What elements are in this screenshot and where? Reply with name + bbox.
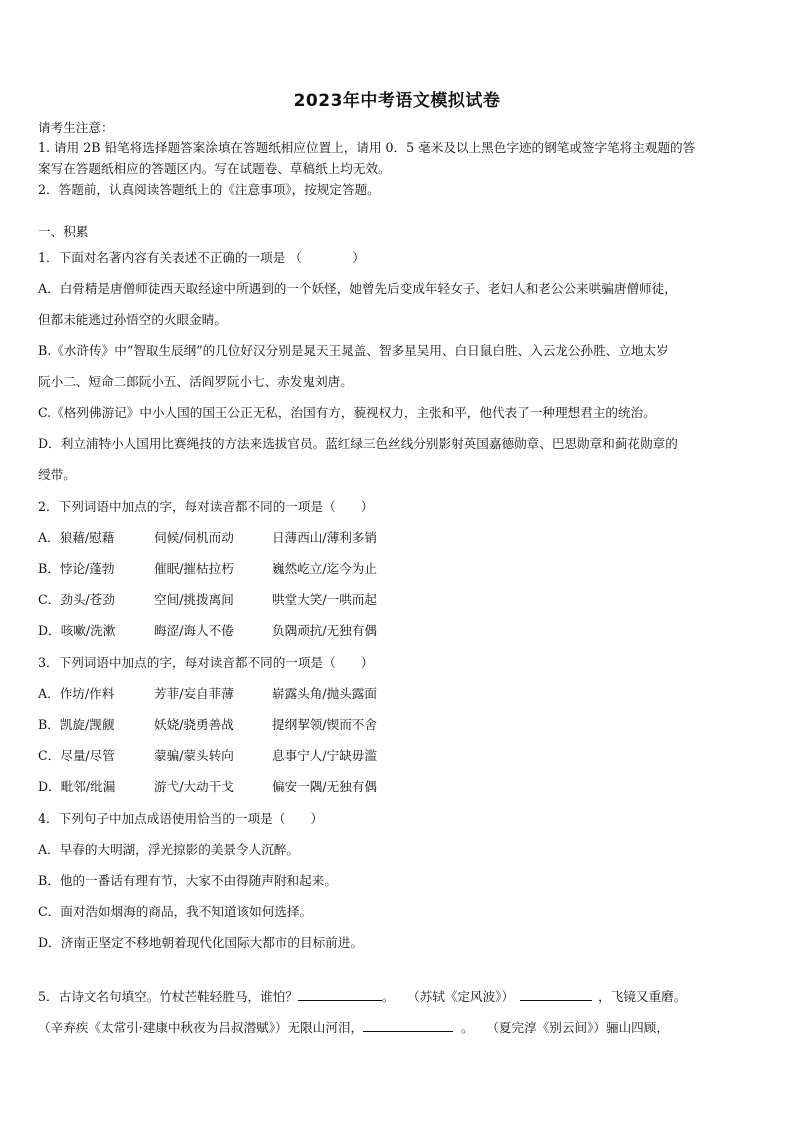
question-2-stem: 2．下列词语中加点的字，每对读音都不同的一项是（ ） <box>38 499 374 514</box>
question-2-option <box>38 530 377 546</box>
option-word-2: 晦涩/诲人不倦 <box>154 623 234 638</box>
question-1-option-c: C.《格列佛游记》中小人国的国王公正无私，治国有方，藐视权力，主张和平，他代表了一种理想君主的统治。 <box>38 405 656 420</box>
question-5-line-2 <box>38 1019 758 1036</box>
question-3-stem: 3．下列词语中加点的字，每对读音都不同的一项是（ ） <box>38 655 374 670</box>
option-word-2: 催眠/摧枯拉朽 <box>154 561 234 576</box>
question-5-text-1: 5．古诗文名句填空。竹杖芒鞋轻胜马，谁怕？ <box>38 989 298 1004</box>
option-word-3: 偏安一隅/无独有偶 <box>272 779 377 794</box>
section-heading: 一、积累 <box>38 224 89 239</box>
question-1-option-b-line-2: 阮小二、短命二郎阮小五、活阎罗阮小七、赤发鬼刘唐。 <box>38 374 353 389</box>
option-word-2: 蒙骗/蒙头转向 <box>154 748 234 763</box>
option-word-3: 负隅顽抗/无独有偶 <box>272 623 377 638</box>
option-word-1: B．悖论/蓬勃 <box>38 561 115 576</box>
question-1-option-a-line-2: 但都未能逃过孙悟空的火眼金睛。 <box>38 312 227 327</box>
question-4-option-d: D．济南正坚定不移地朝着现代化国际大都市的目标前进。 <box>38 935 363 950</box>
option-word-1: D．咳嗽/洗漱 <box>38 623 116 638</box>
question-2-option <box>38 623 377 639</box>
question-5-text-4: （辛弃疾《太常引·建康中秋夜为吕叔潜赋》）无限山河泪， <box>38 1020 364 1035</box>
question-3-option <box>38 748 377 764</box>
question-1-option-d-line-2: 绶带。 <box>38 467 76 482</box>
option-word-3: 日薄西山/薄利多销 <box>272 530 377 545</box>
option-word-2: 空间/挑拨离间 <box>154 592 234 607</box>
question-4-stem: 4．下列句子中加点成语使用恰当的一项是（ ） <box>38 811 324 826</box>
option-word-1: C．尽量/尽管 <box>38 748 115 763</box>
option-word-1: B．凯旋/觊觎 <box>38 717 115 732</box>
option-word-3: 提纲挈领/锲而不舍 <box>272 717 377 732</box>
question-4-option-a: A．早春的大明湖，浮光掠影的美景令人沉醉。 <box>38 842 299 857</box>
question-5-text-3: ，飞镜又重磨。 <box>598 989 687 1004</box>
question-4-option-b: B．他的一番话有理有节，大家不由得随声附和起来。 <box>38 873 337 888</box>
question-2-option <box>38 561 377 577</box>
option-word-1: A．狼藉/慰藉 <box>38 530 115 545</box>
option-word-2: 游弋/大动干戈 <box>154 779 234 794</box>
question-3-option <box>38 686 377 702</box>
notice-item-2: 2．答题前，认真阅读答题纸上的《注意事项》，按规定答题。 <box>38 182 380 197</box>
question-1-option-d-line-1: D．利立浦特小人国用比赛绳技的方法来选拔官员。蓝红绿三色丝线分别影射英国嘉德勋章、巴思勋章和蓟花勋章的 <box>38 436 678 451</box>
answer-blank-1[interactable] <box>298 988 382 1001</box>
option-word-3: 哄堂大笑/一哄而起 <box>272 592 377 607</box>
question-5-line-1 <box>38 988 758 1005</box>
notice-item-1-line-2: 案写在答题纸相应的答题区内。写在试题卷、草稿纸上均无效。 <box>38 161 391 176</box>
question-4-option-c: C．面对浩如烟海的商品，我不知道该如何选择。 <box>38 904 313 919</box>
question-2-option <box>38 592 377 608</box>
option-word-3: 息事宁人/宁缺毋滥 <box>272 748 377 763</box>
option-word-1: A．作坊/作料 <box>38 686 115 701</box>
question-5-text-5: 。 （夏完淳《别云间》）骊山四顾， <box>461 1020 669 1035</box>
page-title: 2023年中考语文模拟试卷 <box>293 91 501 111</box>
notice-heading: 请考生注意： <box>38 120 114 135</box>
question-5-text-2: 。 （苏轼《定风波》） <box>381 989 515 1004</box>
option-word-1: D．毗邻/纰漏 <box>38 779 116 794</box>
option-word-3: 巍然屹立/迄今为止 <box>272 561 377 576</box>
question-1-option-b-line-1: B.《水浒传》中“智取生辰纲”的几位好汉分别是晁天王晁盖、智多星吴用、白日鼠白胜、入云龙公孙胜、立地太岁 <box>38 343 669 358</box>
answer-blank-3[interactable] <box>363 1019 453 1032</box>
option-word-2: 妖娆/骁勇善战 <box>154 717 234 732</box>
option-word-2: 芳菲/妄自菲薄 <box>154 686 234 701</box>
option-word-2: 伺候/伺机而动 <box>154 530 234 545</box>
question-3-option <box>38 717 377 733</box>
notice-item-1-line-1: 1. 请用 2B 铅笔将选择题答案涂填在答题纸相应位置上，请用 0．5 毫米及以上黑色字迹的钢笔或签字笔将主观题的答 <box>38 140 696 155</box>
question-1-option-a-line-1: A．白骨精是唐僧师徒西天取经途中所遇到的一个妖怪，她曾先后变成年轻女子、老妇人和老公公来哄骗唐僧师徒， <box>38 281 677 296</box>
question-1-stem: 1．下面对名著内容有关表述不正确的一项是 （ ） <box>38 250 365 265</box>
option-word-3: 崭露头角/抛头露面 <box>272 686 377 701</box>
question-3-option <box>38 779 377 795</box>
option-word-1: C．劲头/苍劲 <box>38 592 115 607</box>
answer-blank-2[interactable] <box>520 988 592 1001</box>
